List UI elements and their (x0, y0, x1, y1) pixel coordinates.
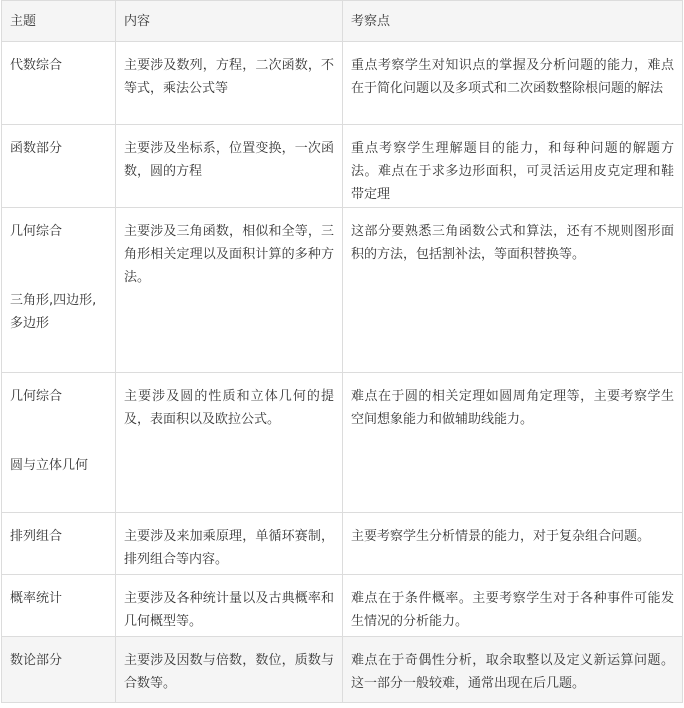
row-point: 重点考察学生对知识点的掌握及分析问题的能力，难点在于简化问题以及多项式和二次函数整除根问题的解法 (343, 42, 683, 125)
row-point: 这部分要熟悉三角函数公式和算法，还有不规则图形面积的方法，包括割补法，等面积替换等。 (343, 208, 683, 373)
topic-line: 圆与立体几何 (10, 458, 89, 473)
topic-line: 几何综合 (10, 224, 63, 239)
row-topic (2, 42, 116, 125)
row-content: 主要涉及三角函数，相似和全等，三角形相关定理以及面积计算的多种方法。 (116, 208, 343, 373)
topic-line: 数论部分 (10, 653, 63, 668)
table-row (2, 575, 683, 637)
row-point: 主要考察学生分析情景的能力，对于复杂组合问题。 (343, 513, 683, 575)
header-topic: 主题 (2, 1, 116, 42)
row-topic (2, 208, 116, 373)
row-content: 主要涉及来加乘原理，单循环赛制，排列组合等内容。 (116, 513, 343, 575)
topic-line: 排列组合 (10, 529, 63, 544)
row-topic (2, 513, 116, 575)
row-content: 主要涉及各种统计量以及古典概率和几何概型等。 (116, 575, 343, 637)
row-point: 难点在于条件概率。主要考察学生对于各种事件可能发生情况的分析能力。 (343, 575, 683, 637)
row-topic (2, 125, 116, 208)
topic-line: 代数综合 (10, 58, 63, 73)
topic-line: 函数部分 (10, 141, 63, 156)
table-row (2, 513, 683, 575)
row-topic (2, 637, 116, 703)
topics-table (1, 0, 683, 703)
row-content: 主要涉及圆的性质和立体几何的提及，表面积以及欧拉公式。 (116, 373, 343, 513)
topic-line: 几何综合 (10, 389, 63, 404)
row-point: 难点在于圆的相关定理如圆周角定理等，主要考察学生空间想象能力和做辅助线能力。 (343, 373, 683, 513)
table-header-row (2, 1, 683, 42)
table-row (2, 42, 683, 125)
table-row (2, 373, 683, 513)
header-content: 内容 (116, 1, 343, 42)
row-point: 重点考察学生理解题目的能力，和每种问题的解题方法。难点在于求多边形面积，可灵活运用皮克定理和鞋带定理 (343, 125, 683, 208)
table-row (2, 125, 683, 208)
table-row (2, 208, 683, 373)
row-topic (2, 575, 116, 637)
topic-line: 三角形,四边形, (10, 293, 97, 308)
row-content: 主要涉及坐标系，位置变换，一次函数，圆的方程 (116, 125, 343, 208)
row-content: 主要涉及数列，方程，二次函数，不等式，乘法公式等 (116, 42, 343, 125)
row-content: 主要涉及因数与倍数，数位，质数与合数等。 (116, 637, 343, 703)
topic-line: 多边形 (10, 316, 50, 331)
row-topic (2, 373, 116, 513)
row-point: 难点在于奇偶性分析，取余取整以及定义新运算问题。这一部分一般较难，通常出现在后几题。 (343, 637, 683, 703)
header-point: 考察点 (343, 1, 683, 42)
table-row (2, 637, 683, 703)
topic-line: 概率统计 (10, 591, 63, 606)
